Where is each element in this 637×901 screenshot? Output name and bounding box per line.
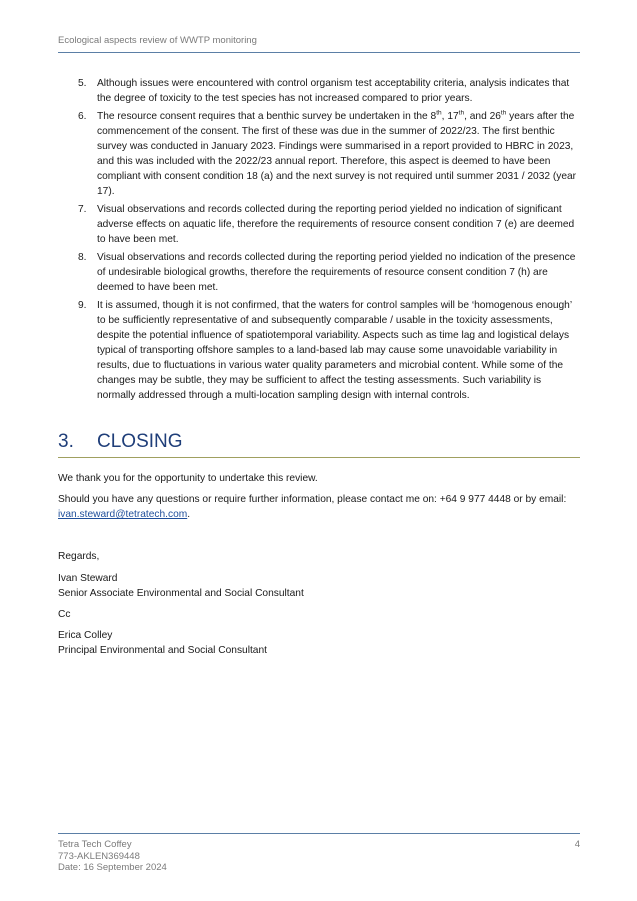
thanks-paragraph: We thank you for the opportunity to undertake this review. <box>58 473 318 484</box>
list-item <box>58 250 580 295</box>
list-text: Although issues were encountered with control organism test acceptability criteria, analysis indicates that the degree of toxicity to the test species has not increased compared to prior years. <box>97 78 570 104</box>
footer-divider <box>58 833 580 834</box>
running-header: Ecological aspects review of WWTP monitoring <box>58 35 257 46</box>
list-item <box>58 76 580 106</box>
list-item <box>58 298 580 403</box>
list-item <box>58 109 580 199</box>
signer-title: Senior Associate Environmental and Social Consultant <box>58 588 304 599</box>
footer-reference: 773-AKLEN369448 <box>58 850 140 862</box>
findings-list <box>58 76 580 406</box>
header-divider <box>58 52 580 53</box>
contact-paragraph <box>58 492 580 522</box>
list-text: Visual observations and records collected during the reporting period yielded no indication of significant adverse effects on aquatic life, therefore the requirements of resource consent condition 7 (e) are deemed to have been met. <box>97 204 575 245</box>
cc-name: Erica Colley <box>58 630 113 641</box>
regards: Regards, <box>58 551 100 562</box>
list-number: 6. <box>78 111 87 122</box>
section-heading <box>58 431 183 453</box>
list-number: 5. <box>78 78 87 89</box>
contact-text: Should you have any questions or require further information, please contact me on: +64 9 977 4448 or by email: <box>58 494 567 505</box>
cc-label: Cc <box>58 609 71 620</box>
section-number: 3. <box>58 431 74 452</box>
contact-suffix: . <box>187 509 191 520</box>
list-item <box>58 202 580 247</box>
section-title: CLOSING <box>97 431 183 452</box>
section-divider <box>58 457 580 458</box>
superscript: th <box>458 109 465 117</box>
list-text-part: , 17 <box>441 111 459 122</box>
list-number: 8. <box>78 252 87 263</box>
footer-date: Date: 16 September 2024 <box>58 862 167 873</box>
list-text: It is assumed, though it is not confirmed, that the waters for control samples will be ‘homogenous enough’ to be sufficiently representative of and subsequently comparable / usable in the toxicity assessments, despite the potential influence of spatiotemporal variability. Aspects such as time lag and logistical delays typical of transporting offshore samples to a land-based lab may cause some unavoidable variability in results, due to fluctuations in various water quality parameters and microbial content. While some of the changes may be subtle, they may be sufficient to affect the testing assessments. Such variability is normally addressed through a multi-location sampling design with internal controls. <box>97 300 572 401</box>
footer-company: Tetra Tech Coffey <box>58 839 132 850</box>
list-number: 9. <box>78 300 87 311</box>
list-text-part: , and 26 <box>464 111 501 122</box>
page-number: 4 <box>574 839 580 850</box>
footer <box>58 839 167 874</box>
list-text: Visual observations and records collected during the reporting period yielded no indication of the presence of undesirable biological growths, therefore the requirements of resource consent condition 7 (h) are deemed to have been met. <box>97 252 576 293</box>
list-number: 7. <box>78 204 87 215</box>
signer-name: Ivan Steward <box>58 573 118 584</box>
superscript: th <box>500 109 507 117</box>
email-link[interactable]: ivan.steward@tetratech.com <box>58 509 188 520</box>
cc-title: Principal Environmental and Social Consultant <box>58 645 267 656</box>
list-text-part: years after the commencement of the consent. The first of these was due in the summer of 2022/23. The first benthic survey was conducted in January 2023. Findings were summarised in a report provided to HBRC in 2023, and this was included with the 2022/23 annual report. Therefore, this aspect is deemed to have been compliant with consent condition 18 (a) and the next survey is not required until summer 2031 / 2032 (year 17). <box>97 111 577 197</box>
superscript: th <box>436 109 442 117</box>
list-text-part: The resource consent requires that a benthic survey be undertaken in the 8 <box>97 111 437 122</box>
